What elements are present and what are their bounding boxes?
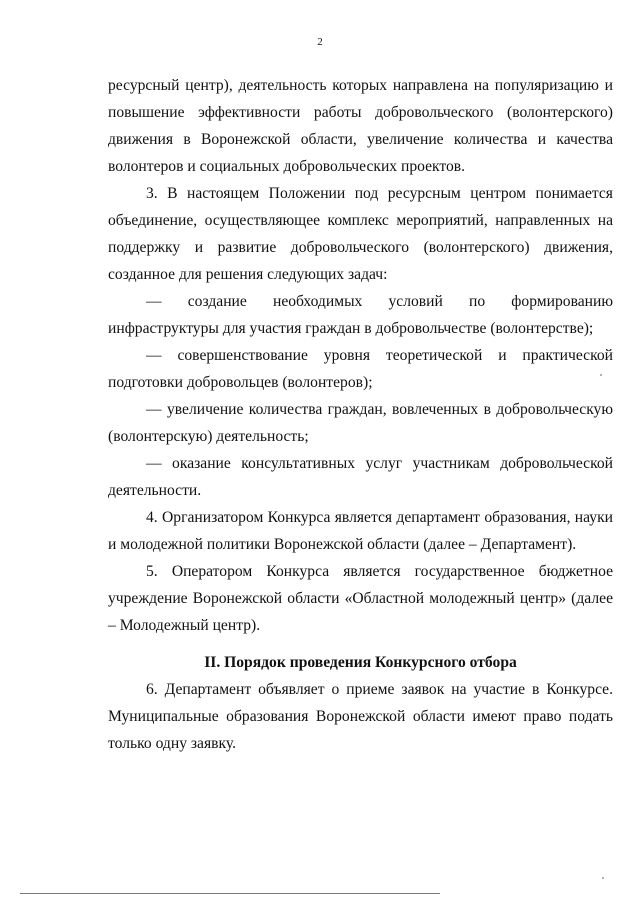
page-number: 2 [317,36,323,48]
scan-speck [600,374,602,376]
list-item-task-4: — оказание консультативных услуг участникам добровольческой деятельности. [108,455,613,499]
section-heading: II. Порядок проведения Конкурсного отбора [204,654,517,671]
list-item-task-2: — совершенствование уровня теоретической и практической подготовки добровольцев (волонтеров); [108,347,613,391]
paragraph-4: 4. Организатором Конкурса является департамент образования, науки и молодежной политики Воронежской области (далее – Департамент). [108,509,613,553]
scan-speck [602,877,604,879]
paragraph-6: 6. Департамент объявляет о приеме заявок на участие в Конкурсе. Муниципальные образования Воронежской области имеют право подать только одну заявку. [108,681,613,752]
list-item-task-3: — увеличение количества граждан, вовлеченных в добровольческую (волонтерскую) деятельность; [108,401,613,445]
body-text-upper [108,72,613,639]
scan-edge-line [20,893,440,894]
paragraph-continuation: ресурсный центр), деятельность которых направлена на популяризацию и повышение эффективности работы добровольческого (волонтерского) движения в Воронежской области, увеличение количества и качества волонтеров и социальных добровольческих проектов. [108,77,613,175]
paragraph-3: 3. В настоящем Положении под ресурсным центром понимается объединение, осуществляющее комплекс мероприятий, направленных на поддержку и развитие добровольческого (волонтерского) движения, созданное для решения следующих задач: [108,185,613,283]
list-item-task-1: — создание необходимых условий по формированию инфраструктуры для участия граждан в добровольчестве (волонтерстве); [108,293,613,337]
body-text-lower [108,676,613,757]
paragraph-5: 5. Оператором Конкурса является государственное бюджетное учреждение Воронежской области «Областной молодежный центр» (далее – Молодежный центр). [108,563,613,634]
